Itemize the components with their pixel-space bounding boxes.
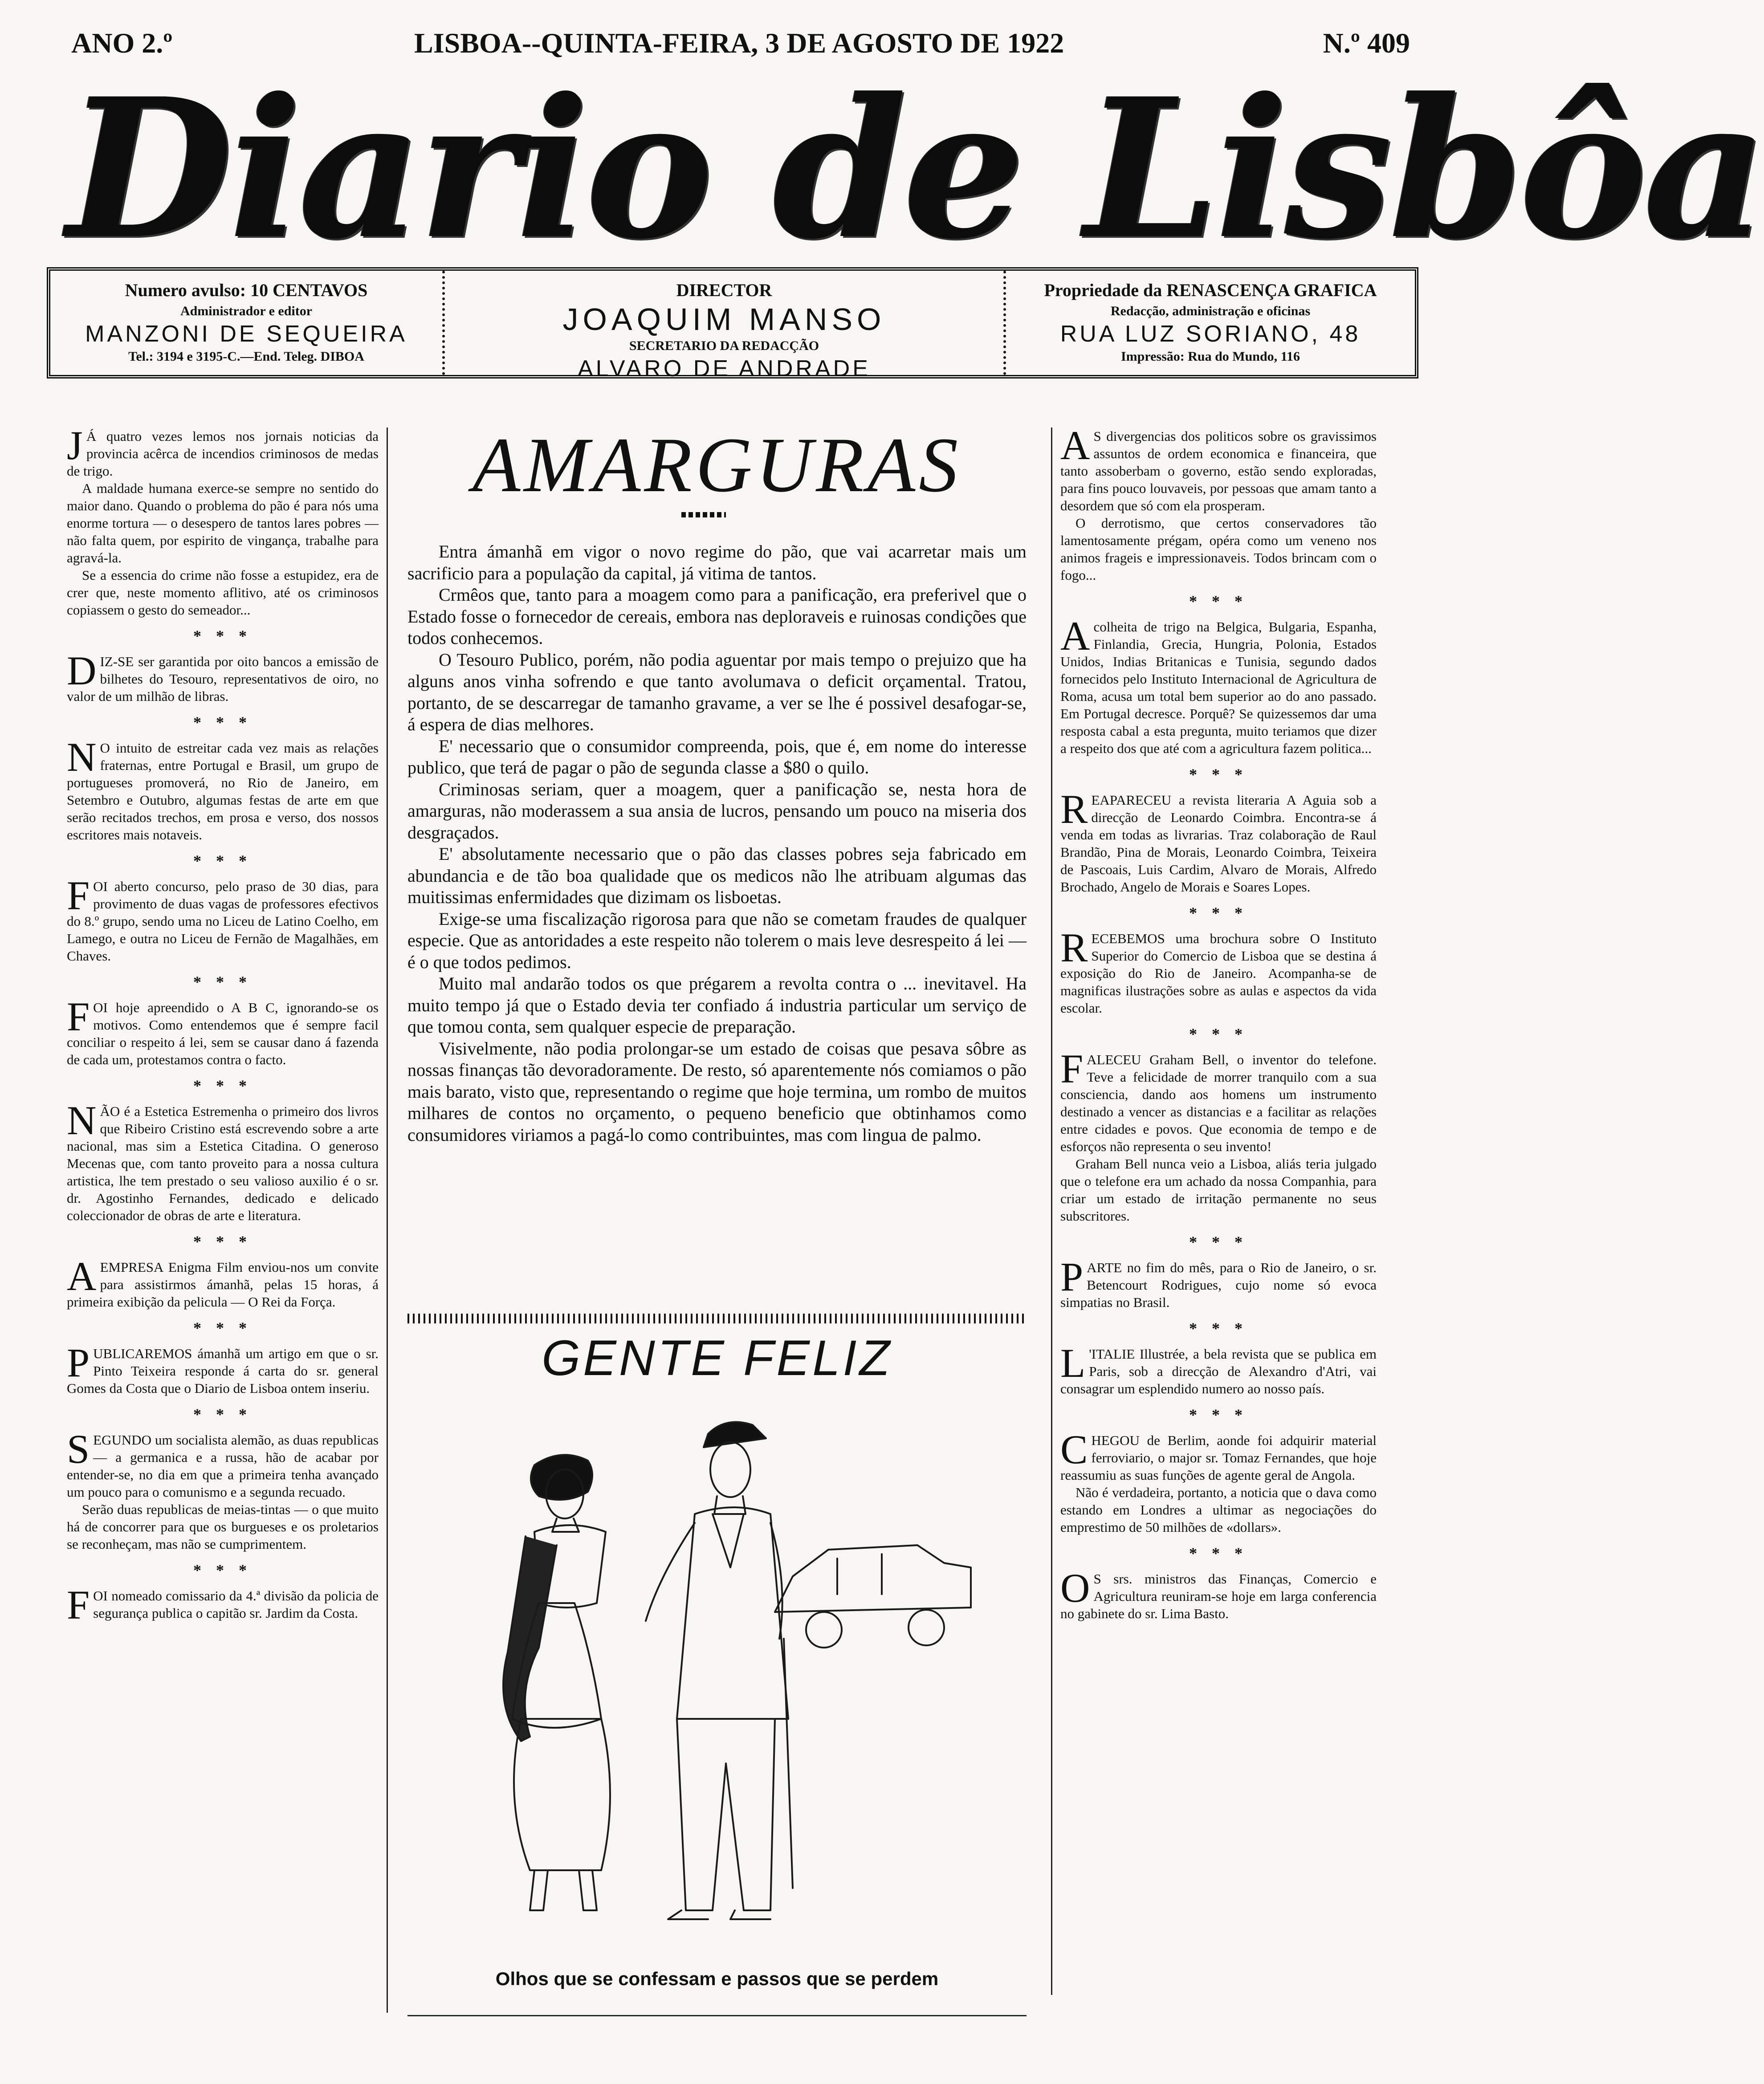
news-item [1060,1340,1377,1397]
paragraph: Á quatro vezes lemos nos jornais noticias da provincia acêrca de incendios criminosos de medas de trigo. [67,428,379,479]
drop-cap: P [67,1340,90,1385]
drop-cap: D [67,648,97,693]
news-item [1060,1046,1377,1225]
paragraph: ALECEU Graham Bell, o inventor do telefone. Teve a felicidade de morrer tranquilo com a sua consciencia, dando aos homens um instrumento destinado a vencer as distancias e a facilitar as relações entre cidades e povos. Que economia de tempo e de esforços não representa o seu invento! [1060,1052,1377,1154]
administrator-role: Administrador e editor [180,304,313,318]
news-item [1060,1565,1377,1622]
paragraph: ÃO é a Estetica Estremenha o primeiro dos livros que Ribeiro Cristino está escrevendo sobre a arte nacional, mas sim a Estetica Citadina. O generoso Mecenas que, com tanto proveito para a nossa cultura artistica, lhe tem prestado o seu valioso auxilio é o sr. dr. Agostinho Fernandes, dedicado e delicado coleccionador de obras de arte e literatura. [67,1103,379,1223]
section-separator: * * * [1189,1233,1248,1251]
section-separator: * * * [1189,904,1248,922]
section-separator: * * * [1189,765,1248,783]
paragraph: EMPRESA Enigma Film enviou-nos um convite para assistirmos ámanhã, pelas 15 horas, á primeira exibição da pelicula — O Rei da Força. [67,1259,379,1310]
paragraph: Serão duas republicas de meias-tintas — o que muito há de concorrer para que os burgueses e os proletarios se reconheçam, mas não se cumprimentem. [67,1502,379,1552]
paragraph: O intuito de estreitar cada vez mais as relações fraternas, entre Portugal e Brasil, um grupo de portugueses promoverá, no Rio de Janeiro, em Setembro e Outubro, algumas festas de arte em que serão recitados trechos, em prosa e verso, dos nossos escritores mais notaveis. [67,740,379,843]
drop-cap: C [1060,1427,1088,1472]
news-item [67,734,379,843]
paragraph: EGUNDO um socialista alemão, as duas republicas — a germanica e a russa, hão de acabar por entender-se, no dia em que a primeira tenha avançado um pouco para o comunismo e a segunda recuado. [67,1432,379,1500]
cartoon-illustration [445,1398,993,1959]
section-separator: * * * [193,627,252,645]
drop-cap: N [67,1098,97,1143]
paragraph: OI hoje apreendido o A B C, ignorando-se os motivos. Como entendemos que é sempre facil conciliar o respeito á lei, sem se causar dano á fazenda de cada um, protestamos contra o facto. [67,1000,379,1067]
paragraph: S divergencias dos politicos sobre os gravissimos assuntos de ordem economica e financeira, que tanto assoberbam o governo, estão sendo exploradas, para fins pouco louvaveis, por pessoas que amam tanto a desordem que só com ela prosperam. [1060,428,1377,513]
info-box-administration [50,271,442,375]
owner-label: Propriedade da RENASCENÇA GRAFICA [1044,280,1377,300]
left-column [67,423,388,2013]
news-item [67,1426,379,1553]
drop-cap: S [67,1426,90,1472]
headline: AMARGURAS [472,422,962,509]
drop-cap: R [1060,925,1088,970]
news-item [67,648,379,705]
info-box [47,267,1418,382]
section-separator: * * * [1189,1544,1248,1562]
news-item [67,423,379,619]
phone-numbers: Tel.: 3194 e 3195-C.—End. Teleg. DIBOA [128,349,364,364]
article-paragraph: Visivelmente, não podia prolongar-se um estado de coisas que pesava sôbre as nossas finanças tão devoradoramente. De resto, só aparentemente nós comiamos o pão mais barato, visto que, representando o regime que hoje termina, um rombo de muitos milhares de contos no orçamento, o pequeno beneficio que obtinhamos como consumidores viriamos a pagá-lo como contribuintes, mas com lingua de palmo. [407,1038,1027,1145]
cartoon-title: GENTE FELIZ [542,1330,892,1386]
news-item [1060,925,1377,1017]
article-paragraph: Criminosas seriam, quer a moagem, quer a panificação se, nesta hora de amarguras, não moderassem a sua ansia de lucros, pensando um pouco na miseria dos desgraçados. [407,779,1027,843]
news-item [67,1340,379,1397]
paragraph: UBLICAREMOS ámanhã um artigo em que o sr. Pinto Teixeira responde á carta do sr. general Gomes da Costa que o Diario de Lisboa ontem inseriu. [67,1346,379,1396]
section-separator: * * * [193,973,252,991]
drop-cap: J [67,423,83,468]
drop-cap: F [67,1582,90,1628]
section-separator: * * * [193,1319,252,1337]
news-item [1060,613,1377,757]
info-box-direction [442,271,1003,382]
drop-cap: N [67,734,97,780]
paragraph: OI aberto concurso, pelo praso de 30 dias, para provimento de duas vagas de professores efectivos do 8.º grupo, sendo uma no Liceu de Latino Coelho, em Lamego, e outra no Liceu de Fernão de Magalhães, em Chaves. [67,879,379,964]
article-paragraph: Muito mal andarão todos os que prégarem a revolta contra o ... inevitavel. Ha muito tempo já que o Estado devia ter confiado á industria particular um serviço de que tomou conta, sem qualquer especie de preparação. [407,973,1027,1037]
paragraph: S srs. ministros das Finanças, Comercio e Agricultura reuniram-se hoje em larga conferencia no gabinete do sr. Lima Basto. [1060,1571,1377,1621]
info-box-ownership [1003,271,1415,375]
drop-cap: F [67,873,90,918]
issue-number: N.º 409 [1323,27,1410,59]
paragraph: EAPARECEU a revista literaria A Aguia sob a direcção de Leonardo Coimbra. Encontra-se á venda em todas as livrarias. Traz colaboração de Raul Brandão, Pina de Morais, Leonardo Coimbra, Teixeira de Pascoais, Luis Cardim, Alvaro de Morais, Alfredo Brochado, Angelo de Morais e Soares Lopes. [1060,792,1377,895]
news-item [67,873,379,965]
secretary-name: ALVARO DE ANDRADE [578,356,871,382]
administrator-name: MANZONI DE SEQUEIRA [85,321,407,347]
offices-label: Redacção, administração e oficinas [1110,304,1311,318]
paragraph: Se a essencia do crime não fosse a estupidez, era de crer que, neste momento aflitivo, até os criminosos copiassem o gesto do semeador... [67,567,379,618]
drop-cap: O [1060,1565,1090,1611]
news-item [1060,1254,1377,1311]
secretary-label: SECRETARIO DA REDACÇÃO [629,338,819,353]
paragraph: Graham Bell nunca veio a Lisboa, aliás teria julgado que o telefone era um achado da nossa Companhia, para criar um estado de irritação permanente no seus subscritores. [1060,1156,1377,1224]
section-separator: * * * [193,852,252,870]
paragraph: ARTE no fim do mês, para o Rio de Janeiro, o sr. Betencourt Rodrigues, cujo nome só evoca simpatias no Brasil. [1060,1260,1377,1310]
paragraph: IZ-SE ser garantida por oito bancos a emissão de bilhetes do Tesouro, representativos de oiro, no valor de um milhão de libras. [67,654,379,704]
article-paragraph: E' necessario que o consumidor compreenda, pois, que é, em nome do interesse publico, que terá de pagar o pão de segunda classe a $80 o quilo. [407,736,1027,777]
section-separator: * * * [193,1405,252,1423]
news-item [67,1098,379,1224]
main-article [407,541,1027,1146]
paragraph: Não é verdadeira, portanto, a noticia que o dava como estando em Londres a ultimar as negociações do emprestimo de 50 milhões de «dollars». [1060,1485,1377,1535]
masthead-title: Diario de Lisbôa [67,57,1764,281]
news-item [1060,786,1377,895]
section-separator: * * * [1189,592,1248,610]
issue-year: ANO 2.º [71,27,173,59]
paragraph: colheita de trigo na Belgica, Bulgaria, Espanha, Finlandia, Grecia, Hungria, Polonia, Estados Unidos, Indias Britanicas e Tunisia, segundo dados fornecidos pelo Instituto Internacional de Agricultura de Roma, acusa um total bem superior ao do ano passado. Em Portugal decresce. Porquê? Se quizessemos dar uma resposta cabal a esta pregunta, muito teriamos que dizer a respeito dos que até com a agricultura fazem politica... [1060,619,1377,756]
price-label: Numero avulso: 10 CENTAVOS [125,280,368,300]
right-column [1051,423,1377,1995]
drop-cap: F [67,994,90,1039]
article-paragraph: Entra ámanhã em vigor o novo regime do pão, que vai acarretar mais um sacrificio para a população da capital, já vitima de tantos. [407,541,1027,583]
section-separator: * * * [1189,1319,1248,1337]
drop-cap: A [1060,423,1090,468]
director-name: JOAQUIM MANSO [562,302,886,337]
dateline: LISBOA--QUINTA-FEIRA, 3 DE AGOSTO DE 1922 [414,27,1064,59]
paragraph: HEGOU de Berlim, aonde foi adquirir material ferroviario, o major sr. Tomaz Fernandes, que hoje reassumiu as suas funções de agente geral de Angola. [1060,1433,1377,1483]
article-paragraph: Crmêos que, tanto para a moagem como para a panificação, era preferivel que o Estado fosse o fornecedor de cereais, embora nas deploraveis e ruinosas condições que todos conhecemos. [407,585,1027,648]
paragraph: ECEBEMOS uma brochura sobre O Instituto Superior do Comercio de Lisboa que se destina á exposição do Rio de Janeiro. Acompanha-se de magnificas ilustrações sobre as aulas e aspectos da vida escolar. [1060,931,1377,1016]
section-separator: * * * [193,1077,252,1095]
article-paragraph: Exige-se uma fiscalização rigorosa para que não se cometam fraudes de qualquer especie. Que as antoridades a este respeito não tolerem o mais leve desrespeito á lei — é o que todos pedimos. [407,908,1027,972]
paragraph: 'ITALIE Illustrée, a bela revista que se publica em Paris, sob a direcção de Alexandro d'Atri, vai consagrar um esplendido numero ao nosso país. [1060,1346,1377,1396]
section-separator: * * * [1189,1406,1248,1424]
paragraph: A maldade humana exerce-se sempre no sentido do maior dano. Quando o problema do pão é para nós uma enorme tortura — o desespero de tantos lares pobres — não falta quem, por espirito de vingança, trabalhe para agravá-la. [67,480,379,566]
article-paragraph: E' absolutamente necessario que o pão das classes pobres seja fabricado em abundancia e de tão boa qualidade que os medicos não lhe atribuam algumas das muitissimas enfermidades que dizimam os lisboetas. [407,844,1027,907]
section-divider [407,1314,1027,1323]
director-label: DIRECTOR [676,280,772,300]
news-item [67,994,379,1068]
section-separator: * * * [193,713,252,731]
paragraph: OI nomeado comissario da 4.ª divisão da policia de segurança publica o capitão sr. Jardim da Costa. [93,1588,379,1621]
drop-cap: P [1060,1254,1084,1299]
section-separator: * * * [193,1233,252,1250]
cartoon-caption: Olhos que se confessam e passos que se perdem [495,1968,939,1989]
bottom-rule [407,2015,1027,2016]
section-separator: * * * [1189,1025,1248,1043]
news-item [67,1582,379,1628]
address: RUA LUZ SORIANO, 48 [1060,321,1361,347]
drop-cap: A [1060,613,1090,659]
headline-ornament [681,512,726,517]
article-paragraph: O Tesouro Publico, porém, não podia aguentar por mais tempo o prejuizo que ha alguns anos vinha sofrendo e que tanto avolumava o deficit orçamental. Tratou, portanto, de se descarregar de tamanho gravame, a ver se lhe é possivel desafogar-se, á espera de dias melhores. [407,649,1027,734]
section-separator: * * * [193,1561,252,1579]
drop-cap: L [1060,1340,1086,1386]
drop-cap: F [1060,1046,1084,1091]
drop-cap: R [1060,786,1088,832]
drop-cap: A [67,1254,97,1299]
printing-address: Impressão: Rua do Mundo, 116 [1120,349,1300,364]
news-item [1060,423,1377,584]
news-item [1060,1427,1377,1536]
paragraph: O derrotismo, que certos conservadores tão lamentosamente prégam, opéra como um veneno nos animos frageis e impressionaveis. Todos brincam com o fogo... [1060,515,1377,583]
news-item [67,1254,379,1311]
